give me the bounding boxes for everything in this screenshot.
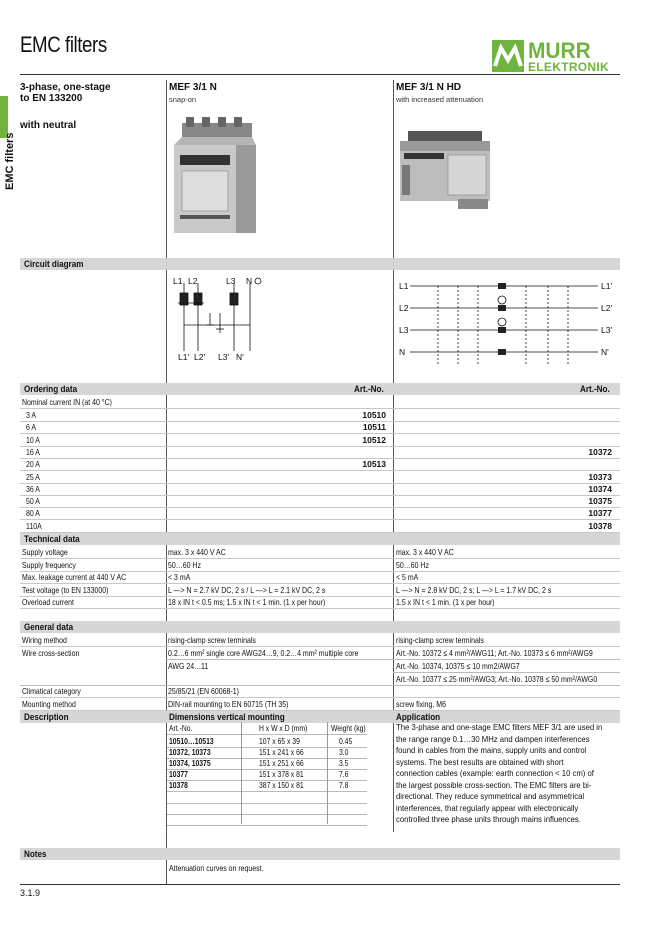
dim-art: 10378: [169, 780, 188, 791]
circuit-left-in-l1: L1: [173, 276, 183, 286]
dim-art: 10377: [169, 769, 188, 780]
intro-line3: with neutral: [20, 120, 77, 131]
page-number: 3.1.9: [20, 888, 41, 898]
ordering-current: 36 A: [26, 483, 40, 494]
circuit-left-out-l1: L1': [178, 352, 190, 362]
circuit-right-out-l1: L1': [601, 281, 613, 291]
murr-logo-mark-icon: [492, 40, 524, 72]
ordering-current: 25 A: [26, 471, 40, 482]
wire-value-a-2: AWG 24…11: [168, 661, 209, 671]
technical-row: [20, 559, 620, 572]
wiring-value-a: rising-clamp screw terminals: [168, 635, 256, 645]
wire-value-b-3: Art.-No. 10377 ≤ 25 mm²/AWG3; Art.-No. 10378 ≤ 50 mm²/AWG0: [396, 674, 598, 684]
technical-value-b: 1.5 x IN t < 1 min. (1 x per hour): [396, 597, 495, 607]
ordering-current: 20 A: [26, 459, 40, 470]
wire-value-b-1: Art.-No. 10372 ≤ 4 mm²/AWG11; Art.-No. 10373 ≤ 6 mm²/AWG9: [396, 648, 593, 658]
description-heading: Description: [24, 712, 69, 722]
circuit-right-in-l1: L1: [399, 281, 409, 291]
technical-label: Overload current: [22, 597, 74, 607]
wiring-row: [20, 634, 620, 647]
ordering-row: [20, 520, 620, 533]
ordering-artno-b-value: 10375: [588, 496, 612, 507]
ordering-row: [20, 507, 620, 520]
dimensions-header-row: [167, 722, 367, 735]
dim-size: 107 x 65 x 39: [259, 735, 300, 746]
technical-label: Test voltage (to EN 133000): [22, 584, 109, 595]
logo-text-murr: MURR: [528, 38, 591, 63]
dim-weight: 0.45: [339, 735, 353, 746]
wire-row-1: [20, 647, 620, 659]
notes-text: Attenuation curves on request.: [169, 863, 264, 873]
dim-header-size: H x W x D (mm): [259, 723, 308, 733]
circuit-left-in-l3: L3: [226, 276, 236, 286]
ordering-artno-a-value: 10513: [362, 459, 386, 470]
ordering-row: [20, 434, 620, 447]
climatic-value: 25/85/21 (EN 60068-1): [168, 686, 239, 696]
technical-value-b: 50…60 Hz: [396, 559, 429, 570]
mounting-value-a: DIN-rail mounting to EN 60715 (TH 35): [168, 699, 289, 709]
ordering-current: 50 A: [26, 496, 40, 507]
dim-size: 151 x 251 x 66: [259, 757, 304, 768]
technical-label: Supply frequency: [22, 559, 76, 570]
dim-size: 387 x 150 x 81: [259, 780, 304, 791]
technical-row: [20, 596, 620, 609]
notes-heading: Notes: [24, 849, 47, 859]
circuit-diagram-right: [398, 280, 620, 378]
dim-weight: 7.6: [339, 769, 349, 780]
circuit-left-out-l2: L2': [194, 352, 206, 362]
climatic-label: Climatical category: [22, 686, 81, 696]
ordering-current: 6 A: [26, 422, 37, 433]
circuit-right-out-n: N': [601, 347, 609, 357]
technical-value-a: 18 x IN t < 0.5 ms; 1.5 x IN t < 1 min. (1 x per hour): [168, 597, 326, 607]
ordering-row: [20, 471, 620, 484]
notes-bar: [20, 848, 620, 860]
dim-weight: 3.5: [339, 757, 349, 768]
murr-logo: [492, 40, 620, 74]
general-data-heading: General data: [24, 622, 74, 632]
technical-data-bar: [20, 533, 620, 545]
ordering-current: 10 A: [26, 434, 40, 445]
ordering-current: 3 A: [26, 410, 37, 420]
ordering-artno-a-value: 10511: [362, 422, 386, 433]
notes-divider: [166, 860, 167, 884]
ordering-data-heading: Ordering data: [24, 384, 78, 394]
ordering-header-row: [20, 396, 620, 409]
technical-row: [20, 584, 620, 597]
ordering-current: 16 A: [26, 446, 40, 457]
ordering-artno-b-value: 10378: [588, 520, 612, 531]
ordering-row: [20, 421, 620, 434]
dim-col-divider-1: [241, 722, 242, 824]
technical-value-b: L —> N = 2.8 kV DC, 2 s; L —> L = 1.7 kV DC, 2 s: [396, 584, 552, 595]
circuit-right-in-l2: L2: [399, 303, 409, 313]
dim-art: 10374, 10375: [169, 757, 211, 768]
product-sub-a: snap-on: [169, 95, 197, 104]
circuit-diagram-heading: Circuit diagram: [24, 259, 84, 269]
dim-header-weight: Weight (kg): [331, 723, 366, 733]
technical-label: Max. leakage current at 440 V AC: [22, 572, 127, 582]
ordering-artno-a: Art.-No.: [354, 384, 384, 394]
bottom-rule: [20, 884, 620, 885]
application-text: The 3-phase and one-stage EMC filters MEF 3/1 are used in the range range 0.1…30 MHz and dampen interferences found in cables from the mains, supply units and control systems. The best results are obtained with short connection cables (example: earth connection < 10 cm) of the largest possible cross-section. The EMC filters are bi-directional. They reduce symmetrical and asymmetrical interferences, that regularly appear with electronically controlled three phase units through mains influences.: [396, 722, 603, 824]
product-image-mef31n: [170, 115, 260, 245]
circuit-left-in-n: N: [246, 276, 253, 286]
ordering-data-bar: [20, 383, 620, 395]
product-name-a: MEF 3/1 N: [169, 82, 217, 93]
technical-value-b: < 5 mA: [396, 572, 419, 582]
dim-header-art: Art.-No.: [169, 723, 193, 733]
intro-line2: to EN 133200: [20, 93, 83, 104]
ordering-row: [20, 446, 620, 459]
product-image-mef31nhd: [398, 125, 503, 215]
circuit-right-out-l3: L3': [601, 325, 613, 335]
technical-data-heading: Technical data: [24, 534, 80, 544]
ordering-artno-b-value: 10377: [588, 508, 612, 519]
wire-label: Wire cross-section: [22, 648, 80, 658]
circuit-left-in-l2: L2: [188, 276, 198, 286]
ordering-row: [20, 458, 620, 471]
technical-value-a: max. 3 x 440 V AC: [168, 547, 226, 557]
wire-rule-1: [166, 659, 620, 660]
wiring-label: Wiring method: [22, 635, 67, 645]
logo-text-elektronik: ELEKTRONIK: [528, 60, 609, 74]
mounting-row: [20, 698, 620, 711]
technical-value-a: L —> N = 2.7 kV DC, 2 s / L —> L = 2.1 kV DC, 2 s: [168, 584, 326, 595]
mounting-label: Mounting method: [22, 699, 76, 709]
ordering-artno-a-value: 10512: [362, 434, 386, 445]
ordering-artno-b-value: 10374: [588, 483, 612, 494]
ordering-current: 110A: [26, 520, 42, 531]
ordering-current: 80 A: [26, 508, 40, 519]
mounting-value-b: screw fixing, M6: [396, 699, 446, 709]
technical-value-a: 50…60 Hz: [168, 559, 201, 570]
ordering-row: [20, 483, 620, 496]
circuit-right-in-n: N: [399, 347, 406, 357]
technical-value-b: max. 3 x 440 V AC: [396, 547, 454, 557]
dim-art: 10510…10513: [169, 735, 214, 746]
dim-weight: 3.0: [339, 746, 349, 757]
ordering-artno-b: Art.-No.: [580, 384, 610, 394]
general-data-bar: [20, 621, 620, 633]
circuit-right-out-l2: L2': [601, 303, 613, 313]
dimensions-heading: Dimensions vertical mounting: [169, 712, 285, 722]
product-name-b: MEF 3/1 N HD: [396, 82, 462, 93]
circuit-right-in-l3: L3: [399, 325, 409, 335]
circuit-left-out-l3: L3': [218, 352, 230, 362]
ordering-row: [20, 495, 620, 508]
wire-value-b-2: Art.-No. 10374, 10375 ≤ 10 mm2/AWG7: [396, 661, 520, 671]
climatic-row: [20, 685, 620, 698]
application-heading: Application: [396, 712, 441, 722]
dim-size: 151 x 378 x 81: [259, 769, 304, 780]
dim-size: 151 x 241 x 66: [259, 746, 304, 757]
wire-value-a-1: 0.2…6 mm² single core AWG24…9, 0.2…4 mm² multiple core: [168, 648, 359, 658]
circuit-diagram-bar: [20, 258, 620, 270]
technical-value-a: < 3 mA: [168, 572, 191, 582]
nominal-current-label: Nominal current IN (at 40 °C): [22, 397, 112, 407]
technical-row: [20, 546, 620, 559]
dim-art: 10372, 10373: [169, 746, 211, 757]
ordering-artno-b-value: 10373: [588, 471, 612, 482]
technical-label: Supply voltage: [22, 547, 68, 557]
page-title: EMC filters: [20, 32, 107, 57]
header-rule: [20, 74, 620, 75]
ordering-artno-a-value: 10510: [362, 410, 386, 420]
side-label: EMC filters: [4, 132, 16, 190]
technical-row: [20, 571, 620, 584]
dim-col-divider-2: [327, 722, 328, 824]
circuit-left-out-n: N': [236, 352, 244, 362]
ordering-artno-b-value: 10372: [588, 446, 612, 457]
product-sub-b: with increased attenuation: [396, 95, 484, 104]
dim-weight: 7.8: [339, 780, 349, 791]
intro-line1: 3-phase, one-stage: [20, 82, 111, 93]
wiring-value-b: rising-clamp screw terminals: [396, 635, 484, 645]
ordering-row: [20, 409, 620, 422]
dimensions-row: [167, 813, 367, 826]
